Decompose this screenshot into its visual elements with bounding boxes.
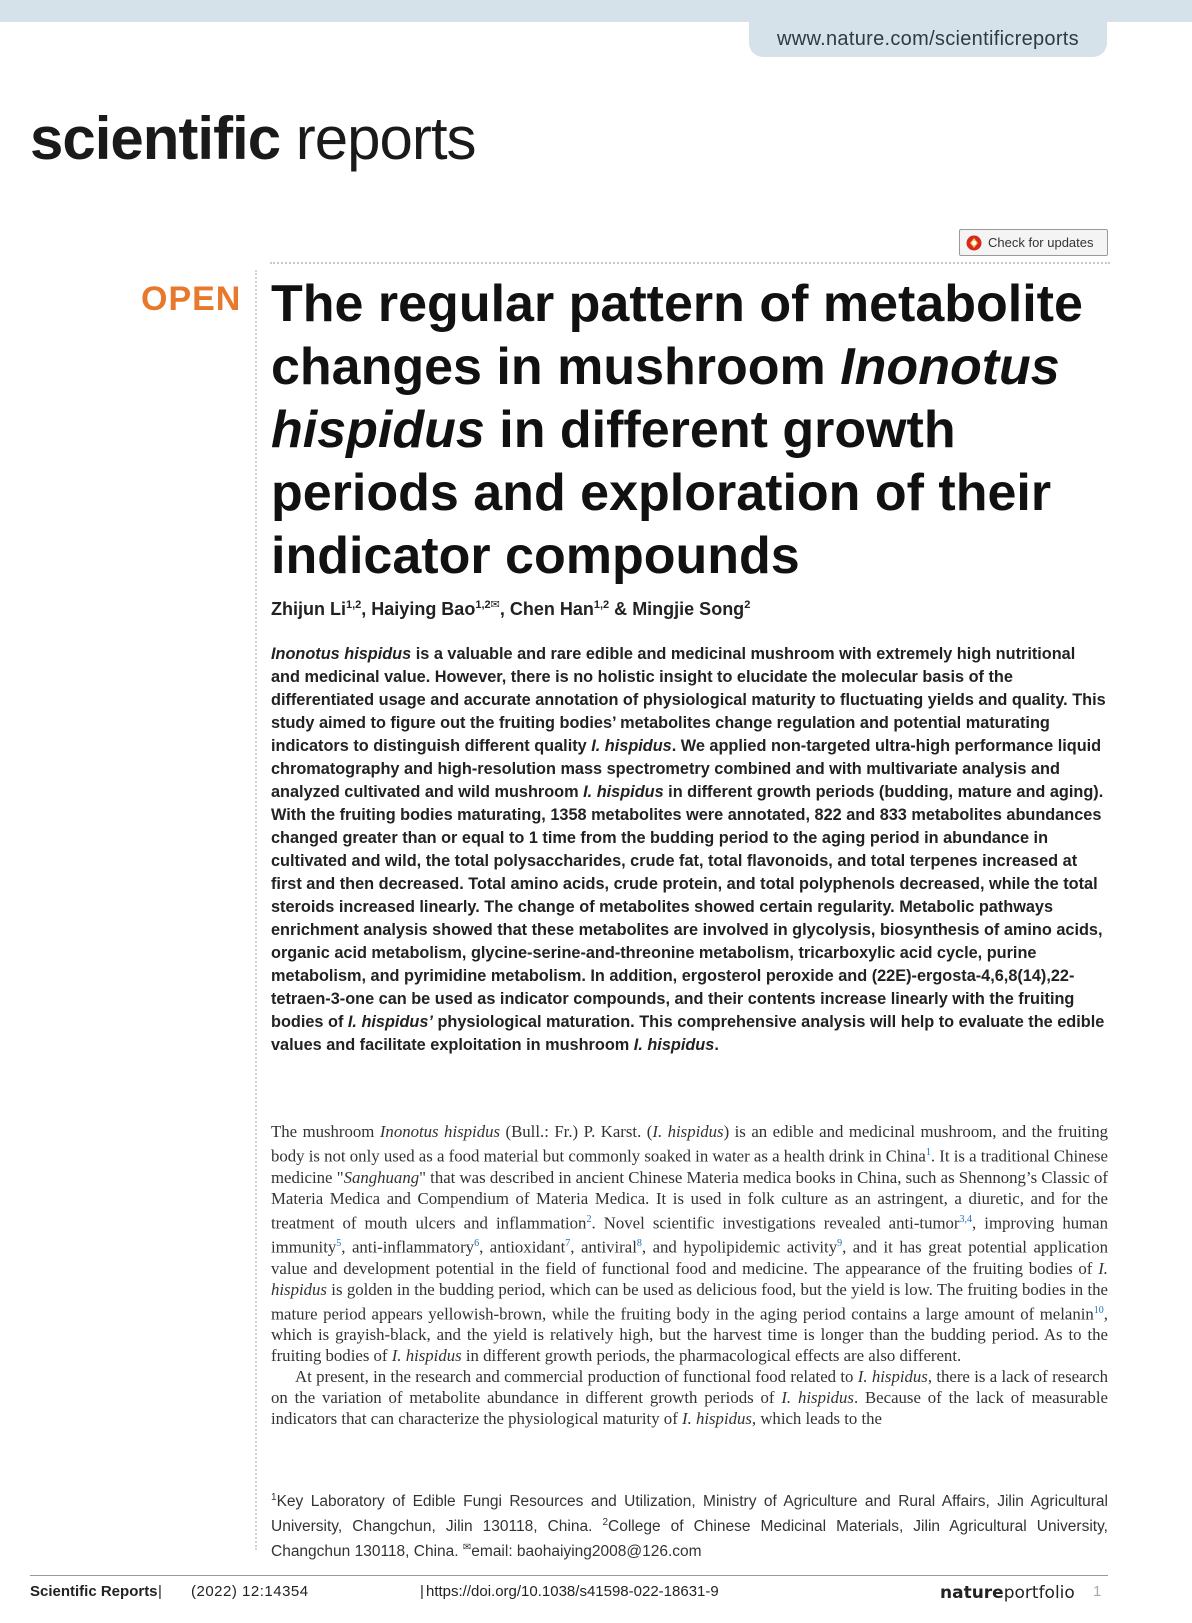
body-paragraph [271, 1366, 1108, 1429]
title-part2: in different growth periods and exploration of their indicator compounds [271, 401, 1052, 585]
envelope-icon: ✉ [462, 1542, 472, 1554]
text: The mushroom [271, 1122, 380, 1141]
text: in different growth periods, the pharmacological effects are also different. [461, 1346, 962, 1366]
author-separator: , [361, 599, 372, 619]
citation-link[interactable]: 3,4 [959, 1213, 973, 1225]
journal-masthead [30, 104, 476, 174]
species-name: Inonotus hispidus [271, 645, 412, 663]
species-name: I. hispidus [857, 1367, 928, 1387]
footer-divider [30, 1575, 1108, 1576]
doi-link[interactable]: https://doi.org/10.1038/s41598-022-18631-9 [426, 1583, 719, 1600]
author-name[interactable]: Zhijun Li [271, 599, 346, 619]
author-affiliation: 1,2 [593, 599, 610, 611]
body-paragraph [271, 1121, 1108, 1366]
author-separator: & [609, 599, 633, 619]
text: is golden in the budding period, which can be used as delicious food, but the yield is low. The fruiting bodies in the mature period appears yellowish-brown, while the fruiting body in the aging period contains a large amount of melanin [271, 1279, 1108, 1324]
abstract [271, 643, 1107, 1057]
footer-year-volume: (2022) 12:14354 [191, 1583, 309, 1600]
citation-link[interactable]: 6 [474, 1238, 480, 1250]
citation-link[interactable]: 2 [586, 1213, 592, 1225]
text: . Because of the lack of measurable indicators that can characterize the physiological maturity of [271, 1388, 1108, 1429]
text: At present, in the research and commercial production of functional food related to [295, 1367, 858, 1387]
text: , there is a lack of research on the variation of metabolite abundance in different growth periods of [271, 1367, 1108, 1408]
text: , and hypolipidemic activity [641, 1237, 838, 1257]
citation-link[interactable]: 7 [565, 1238, 571, 1250]
citation-link[interactable]: 10 [1093, 1304, 1104, 1316]
affiliations [271, 1487, 1108, 1562]
author-affiliation: 2 [744, 599, 751, 611]
author-separator: , [499, 599, 510, 619]
text: , antiviral [570, 1237, 637, 1257]
open-access-label: OPEN [141, 280, 242, 318]
species-name: I. hispidus [391, 1346, 462, 1366]
text: , which leads to the [751, 1409, 882, 1429]
masthead-regular: reports [295, 105, 476, 172]
page-number: 1 [1093, 1583, 1102, 1600]
affiliation-text: Key Laboratory of Edible Fungi Resources and Utilization, Ministry of Agriculture and Rural Affairs, Jilin Agricultural University, Changchun, Jilin 130118, China. [271, 1493, 1108, 1536]
brand-bold: nature [940, 1583, 1004, 1603]
author-affiliation: 1,2 [345, 599, 362, 611]
author-name[interactable]: Mingjie Song [632, 599, 745, 619]
author-name[interactable]: Chen Han [509, 599, 594, 619]
affiliation-marker: 1 [271, 1492, 277, 1503]
text: , and it has great potential application value and development potential in the field of functional food and medicine. The appearance of the fruiting bodies of [271, 1237, 1109, 1278]
author-name[interactable]: Haiying Bao [371, 599, 476, 619]
species-name: I. hispidus [633, 1036, 715, 1054]
author-list [271, 598, 750, 620]
article-title [271, 273, 1111, 588]
species-name: I. hispidus [591, 737, 672, 755]
abstract-text: physiological maturation. This comprehensive analysis will help to evaluate the edible values and facilitate exploitation in mushroom [271, 1013, 1105, 1054]
citation-link[interactable]: 9 [837, 1238, 843, 1250]
check-for-updates-button[interactable] [959, 229, 1108, 256]
citation-link[interactable]: 1 [925, 1147, 931, 1158]
title-species: Inonotus hispidus [271, 338, 1060, 459]
journal-url[interactable]: www.nature.com/scientificreports [749, 22, 1107, 57]
species-name: I. hispidus [271, 1258, 1108, 1299]
abstract-text: . [714, 1036, 719, 1054]
nature-portfolio-logo [940, 1583, 1075, 1603]
italic-term: Sanghuang [343, 1167, 420, 1187]
body-text [271, 1121, 1108, 1429]
text: (Bull.: Fr.) P. Karst. ( [500, 1122, 653, 1141]
species-name: I. hispidus’ [347, 1013, 433, 1031]
footer-separator: | [158, 1583, 162, 1600]
text: , anti-inflammatory [341, 1237, 475, 1257]
header-divider [270, 262, 1110, 264]
citation-link[interactable]: 5 [336, 1238, 342, 1250]
species-name: I. hispidus [652, 1122, 724, 1141]
text: . It is a traditional Chinese medicine " [271, 1146, 1108, 1187]
margin-rule [255, 270, 257, 1550]
footer-journal: Scientific Reports [30, 1583, 158, 1600]
text: . Novel scientific investigations revealed anti-tumor [591, 1213, 960, 1233]
citation-link[interactable]: 8 [636, 1238, 642, 1250]
text: " that was described in ancient Chinese Materia medica books in China, such as Shennong’s Classic of Materia Medica and Compendium of Materia Medica. It is used in folk culture as an astringent, a diuretic, and for the treatment of mouth ulcers and inflammation [271, 1167, 1108, 1233]
text: , antioxidant [479, 1237, 566, 1257]
top-banner [0, 0, 1192, 22]
abstract-text: in different growth periods (budding, mature and aging). With the fruiting bodies maturating, 1358 metabolites were annotated, 822 and 833 metabolites abundances changed greater than or equal to 1 time from the budding period to the aging period in abundance in cultivated and wild, the total polysaccharides, crude fat, total flavonoids, and total terpenes increased at first and then decreased. Total amino acids, crude protein, and total polyphenols decreased, while the total steroids increased linearly. The change of metabolites showed certain regularity. Metabolic pathways enrichment analysis showed that these metabolites are involved in glycolysis, biosynthesis of amino acids, organic acid metabolism, glycine-serine-and-threonine metabolism, tricarboxylic acid cycle, purine metabolism, and pyrimidine metabolism. In addition, ergosterol peroxide and (22E)-ergosta-4,6,8(14),22-tetraen-3-one can be used as indicator compounds, and their contents increase linearly with the fruiting bodies of [271, 783, 1104, 1031]
title-part1: The regular pattern of metabolite changes in mushroom [271, 275, 1083, 396]
email-link[interactable]: email: baohaiying2008@126.com [471, 1543, 702, 1561]
species-name: I. hispidus [583, 783, 664, 801]
abstract-text: . We applied non-targeted ultra-high performance liquid chromatography and high-resolution mass spectrometry combined and with multivariate analysis and analyzed cultivated and wild mushroom [271, 737, 1102, 801]
species-name: Inonotus hispidus [379, 1122, 501, 1141]
text: , which is grayish-black, and the yield is relatively high, but the harvest time is longer than the budding period. As to the fruiting bodies of [271, 1304, 1108, 1366]
check-for-updates-label: Check for updates [988, 235, 1094, 250]
brand-regular: portfolio [1003, 1583, 1075, 1603]
species-name: I. hispidus [681, 1409, 752, 1429]
footer-separator: | [420, 1583, 424, 1600]
affiliation-marker: 2 [602, 1517, 609, 1529]
text: ) is an edible and medicinal mushroom, and the fruiting body is not only used as a food material but commonly soaked in water as a health drink in China [271, 1122, 1108, 1166]
text: , improving human immunity [271, 1213, 1108, 1257]
author-affiliation: 1,2✉ [475, 599, 500, 611]
masthead-bold: scientific [30, 105, 281, 172]
species-name: I. hispidus [781, 1388, 854, 1408]
affiliation-text: College of Chinese Medicinal Materials, Jilin Agricultural University, Changchun 130118, China. [271, 1518, 1108, 1561]
abstract-text: is a valuable and rare edible and medicinal mushroom with extremely high nutritional and medicinal value. However, there is no holistic insight to elucidate the molecular basis of the differentiated usage and accurate annotation of physiological maturity to fluctuating yields and quality. This study aimed to figure out the fruiting bodies’ metabolites change regulation and potential maturating indicators to distinguish different quality [271, 645, 1106, 755]
crossmark-icon [966, 235, 982, 251]
